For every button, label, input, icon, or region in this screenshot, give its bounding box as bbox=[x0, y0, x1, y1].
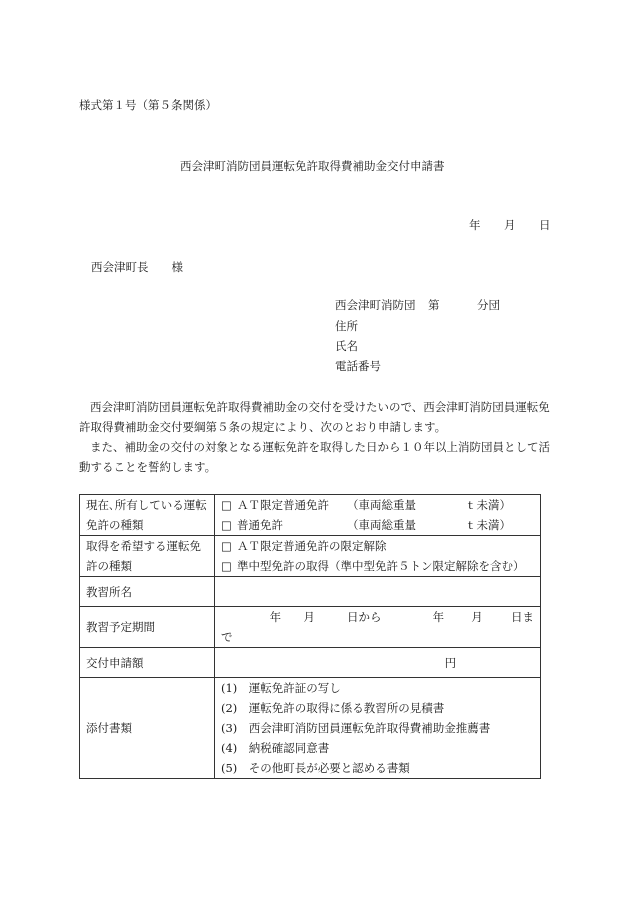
option-label: 普通免許 bbox=[237, 518, 283, 532]
option-at-removal bbox=[221, 536, 534, 556]
application-table bbox=[79, 494, 541, 779]
period-year-end: 年 bbox=[432, 610, 445, 624]
applicant-org: 西会津町消防団 bbox=[335, 298, 416, 312]
driving-school-field[interactable] bbox=[215, 577, 541, 607]
weight-unit: ｔ未満） bbox=[465, 498, 511, 512]
option-at-license bbox=[221, 495, 534, 515]
option-label: ＡＴ限定普通免許の限定解除 bbox=[237, 539, 387, 553]
attachments-label: 添付書類 bbox=[80, 678, 215, 779]
date-month: 月 bbox=[504, 218, 516, 232]
attachment-item: (4) 納税確認同意書 bbox=[221, 741, 330, 755]
date-year: 年 bbox=[469, 218, 481, 232]
applicant-name-label: 氏名 bbox=[335, 339, 358, 353]
weight-unit: ｔ未満） bbox=[465, 518, 511, 532]
applicant-phone-label: 電話番号 bbox=[335, 359, 381, 373]
table-row bbox=[80, 678, 541, 779]
training-period-field[interactable] bbox=[215, 607, 541, 648]
table-row bbox=[80, 607, 541, 648]
checkbox[interactable]: □ bbox=[221, 518, 232, 532]
checkbox[interactable]: □ bbox=[221, 498, 232, 512]
attachment-item: (3) 西会津町消防団員運転免許取得費補助金推薦書 bbox=[221, 721, 491, 735]
checkbox[interactable]: □ bbox=[221, 539, 232, 553]
option-regular-license bbox=[221, 515, 534, 535]
table-row bbox=[80, 495, 541, 536]
period-from: 日から bbox=[346, 610, 382, 624]
option-label: 準中型免許の取得（準中型免許５トン限定解除を含む） bbox=[237, 559, 525, 573]
period-year-start: 年 bbox=[269, 610, 282, 624]
amount-yen: 円 bbox=[444, 655, 457, 670]
body-text bbox=[79, 397, 554, 477]
attachment-item: (2) 運転免許の取得に係る教習所の見積書 bbox=[221, 701, 445, 715]
driving-school-label: 教習所名 bbox=[80, 577, 215, 607]
weight-label: （車両総重量 bbox=[347, 498, 416, 512]
body-paragraph-1: 西会津町消防団員運転免許取得費補助金の交付を受けたいので、西会津町消防団員運転免許取得費補助金交付要綱第５条の規定により、次のとおり申請します。 bbox=[79, 400, 550, 434]
attachment-item: (5) その他町長が必要と認める書類 bbox=[221, 761, 410, 775]
attachments-list bbox=[215, 678, 541, 779]
table-row bbox=[80, 577, 541, 607]
checkbox[interactable]: □ bbox=[221, 559, 232, 573]
desired-license-label: 取得を希望する運転免許の種類 bbox=[80, 536, 215, 577]
desired-license-options bbox=[215, 536, 541, 577]
training-period-label: 教習予定期間 bbox=[80, 607, 215, 648]
amount-field[interactable] bbox=[215, 648, 541, 678]
form-number: 様式第１号（第５条関係） bbox=[79, 98, 217, 112]
option-label: ＡＴ限定普通免許 bbox=[237, 498, 329, 512]
applicant-dai: 第 bbox=[428, 298, 440, 312]
option-semi-medium bbox=[221, 556, 534, 576]
body-paragraph-2: また、補助金の交付の対象となる運転免許を取得した日から１０年以上消防団員として活動することを誓約します。 bbox=[79, 440, 550, 474]
applicant-bundan: 分団 bbox=[477, 298, 500, 312]
table-row bbox=[80, 648, 541, 678]
period-to: 日まで bbox=[221, 610, 534, 644]
applicant-address-label: 住所 bbox=[335, 319, 358, 333]
period-month-end: 月 bbox=[471, 610, 483, 624]
addressee: 西会津町長 様 bbox=[91, 260, 183, 274]
current-license-label: 現在､所有している運転免許の種類 bbox=[80, 495, 215, 536]
weight-label: （車両総重量 bbox=[347, 518, 416, 532]
amount-label: 交付申請額 bbox=[80, 648, 215, 678]
document-title: 西会津町消防団員運転免許取得費補助金交付申請書 bbox=[180, 159, 445, 173]
attachment-item: (1) 運転免許証の写し bbox=[221, 681, 341, 695]
table-row bbox=[80, 536, 541, 577]
date-day: 日 bbox=[539, 218, 551, 232]
period-month-start: 月 bbox=[303, 610, 315, 624]
current-license-options bbox=[215, 495, 541, 536]
